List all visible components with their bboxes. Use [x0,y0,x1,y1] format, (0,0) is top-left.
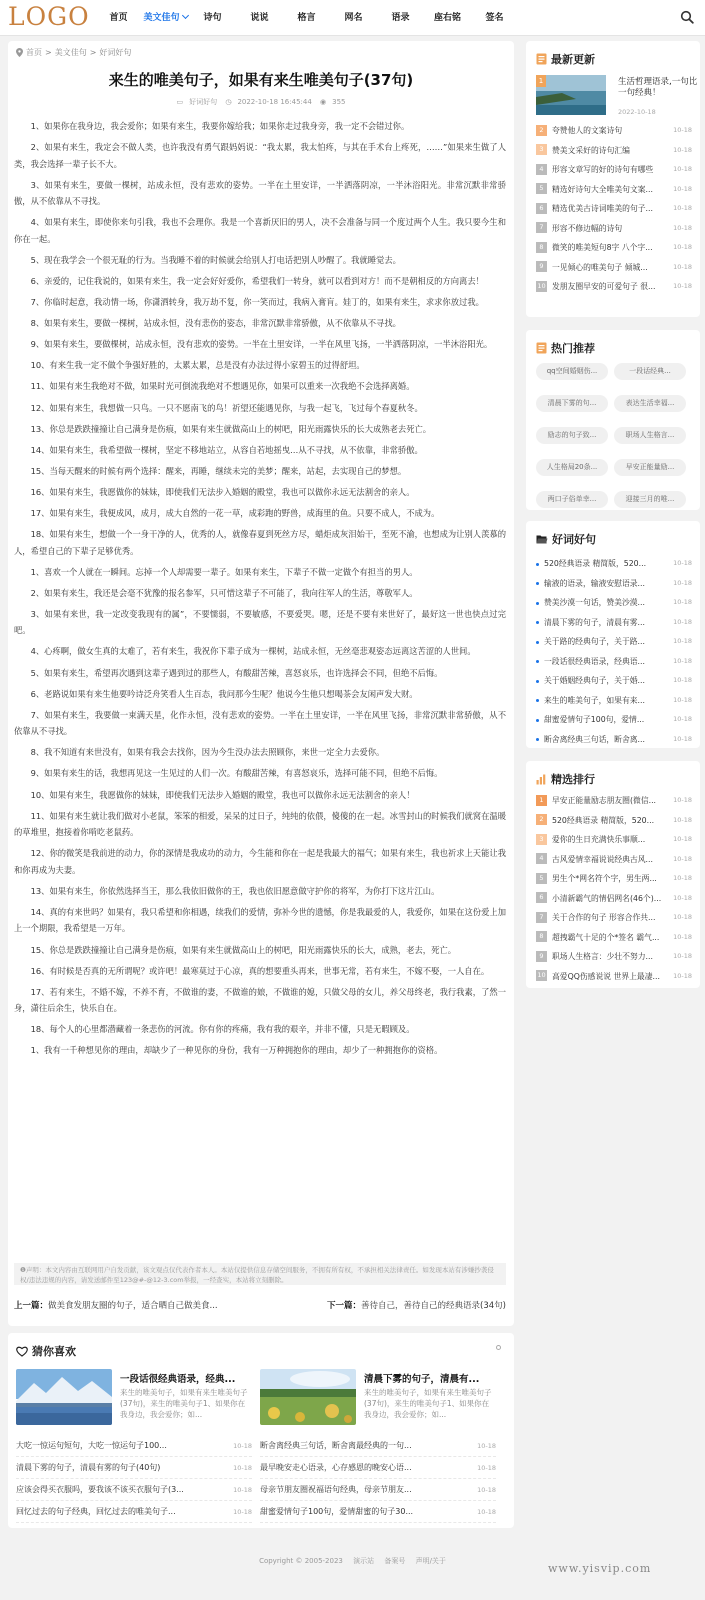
list-item-title[interactable]: 大吃一惊运句短句，大吃一惊运句子100... [16,1441,167,1450]
words-item-title[interactable]: 520经典语录 精简版，520... [544,559,647,569]
latest-item-title[interactable]: 精选好诗句大全唯美句文案... [552,184,653,194]
article-paragraph: 7、你临时起意，我动情一场，你潇洒转身，我万劫不复，你一笑而过，我病入膏肓。娃丁的，如果有来生，求求你放过我。 [30,297,484,308]
words-item[interactable] [536,710,692,730]
latest-item-title[interactable]: 形容文章写的好的诗句有哪些 [552,165,654,175]
list-item[interactable] [260,1479,496,1501]
guess-card[interactable] [260,1369,496,1425]
article-paragraph: 1、我有一千种想见你的理由，却缺少了一种见你的身份，我有一万种拥抱你的理由，却少了一种拥抱你的资格。 [30,1045,443,1056]
hot-tag[interactable]: 职场人生格言... [614,427,686,444]
list-item[interactable] [16,1501,252,1523]
nav-item-mottos[interactable]: 格言 [297,13,316,23]
guess-you-like-panel [8,1333,514,1528]
ranking-item-title[interactable]: 职场人生格言：少壮不努力... [552,952,653,962]
footer-link[interactable]: 声明/关于 [415,1557,446,1565]
words-item-date: 10-18 [673,695,692,704]
rank-badge: 10 [537,281,546,290]
nav-item-articles[interactable] [142,0,189,36]
article-paragraph: 12、你的微笑是我前进的动力，你的深情是我成功的动力，今生能和你在一起是我最大的福气；如果有来生，我也祈求上天能让我和你再成为夫妻。 [14,848,506,875]
rank-badge: 3 [536,144,547,155]
breadcrumb-sep: > [89,48,97,57]
article-paragraph: 11、如果有来生就让我们做对小老鼠，笨笨的相爱，呆呆的过日子，纯纯的依偎，傻傻的在一起。冰雪封山的时候我们就窝在温暖的草堆里，抱接着你啃吃老鼠药。 [14,810,506,838]
words-item-date: 10-18 [673,715,692,723]
article-paragraph: 2、如果有来生，我定会不做人类，也许我没有勇气跟妈妈说：“我太累，我太怕疼，与其在手术台上疼死，……”如果来生做了人类，我会选择一辈子长不大。 [14,142,506,169]
latest-top-title[interactable]: 生活哲理语录,一句比一句经典！ [618,77,698,98]
article-paragraph: 12、如果有来生，我想做一只鸟。一只不愿南飞的鸟！祈望还能遇见你，与我一起飞，飞过每个春夏秋冬。 [30,402,423,413]
list-item-title[interactable]: 甜蜜爱情句子100句，爱情甜蜜的句子30... [260,1507,414,1516]
list-item[interactable] [16,1479,252,1501]
article-paragraph: 17、若有来生，不婚不嫁，不养不育，不做谁的妻，不做谁的娘，不做谁的媳，只做父母的女儿，养父母终老，我行我素，了然一身，潇往后余生，快乐自在。 [14,986,506,1014]
breadcrumb [16,47,134,58]
bullet-dot-icon [536,660,539,663]
words-item[interactable] [536,632,692,652]
ranking-item[interactable] [536,947,692,967]
next-label: 下一篇： [327,1301,362,1311]
article-paragraph: 14、如果有来生，我希望做一棵树，坚定不移地站立，从容自若地摇曳…从不寻找，从不依靠，非常骄傲。 [30,444,423,455]
words-list [536,554,692,749]
guess-title [16,1343,76,1359]
latest-item[interactable] [536,219,692,239]
words-item[interactable] [536,691,692,711]
nav-item-nicknames[interactable]: 网名 [344,13,363,23]
words-item[interactable] [536,574,692,594]
bullet-dot-icon [536,719,539,722]
latest-item-title[interactable]: 赞美文采好的诗句汇编 [552,145,630,155]
rank-badge: 6 [536,203,547,214]
ranking-item[interactable] [536,928,692,948]
article-paragraph: 9、如果有来生的话，我想再见这一生见过的人们一次。有酸甜苦辣，有喜怒哀乐，选择可能不同，但绝不后悔。 [30,768,443,779]
ranking-item-date: 10-18 [673,952,692,960]
latest-item-title[interactable]: 夸赞他人的文案诗句 [552,126,623,136]
bar-chart-icon [536,774,547,785]
ranking-item[interactable] [536,889,692,909]
ranking-title [536,771,595,787]
article-panel [8,41,514,1326]
words-item[interactable] [536,554,692,574]
article-paragraph: 9、如果有来生，要做棵树，站成永恒，没有悲欢的姿势。一半在土里安详，一半在风里飞扬，一半洒落阴凉，一半沐浴阳光。 [30,339,493,350]
words-item-date: 10-18 [673,734,692,743]
article-paragraph: 14、真的有来世吗？如果有，我只希望和你相遇，续我们的爱情，弥补今世的遗憾，你是我最爱的人，我爱你，如果在这份爱上加上一个期限，我希望是一万年。 [14,906,506,934]
list-item-date: 10-18 [477,1464,496,1472]
words-item-date: 10-18 [673,676,692,684]
nav-item-home[interactable]: 首页 [109,13,128,23]
ranking-item-title[interactable]: 520经典语录 精简版，520... [552,815,655,825]
article-paragraph: 8、我不知道有来世没有，如果有我会去找你，因为今生没办法去照顾你，来世一定全力去爱你。 [30,747,385,758]
article-paragraph: 10、有来生我一定不做个争强好胜的，太累太累，总是没有办法过得小家碧玉的过得舒坦。 [30,360,365,371]
rank-badge: 2 [536,125,547,136]
rank-badge: 1 [536,75,546,87]
hot-title-text: 热门推荐 [551,342,595,355]
rank-badge: 5 [536,183,547,194]
nav-item-poems[interactable]: 诗句 [203,13,222,23]
latest-item-date: 10-18 [673,184,692,193]
article-paragraph: 6、亲爱的，记住我说的，如果有来生，我一定会好好爱你，希望我们一转身，就可以看到对方！而不是朝相反的方向离去！ [30,275,484,286]
article-paragraph: 4、心疼啊，做女生真的太难了，若有来生，我祝你下辈子成为一棵树，站成永恒，无丝毫悲观姿态远离这苦涩的人世间。 [30,646,476,657]
rank-badge: 8 [536,931,547,942]
ranking-panel [526,761,700,988]
latest-item-title[interactable]: 精选优美古诗词唯美的句子... [552,204,653,214]
list-item[interactable] [260,1501,496,1523]
list-item-title[interactable]: 母亲节朋友圈祝福语句经典，母亲节朋友... [260,1485,412,1494]
search-icon[interactable] [680,10,694,24]
latest-top-date: 2022-10-18 [618,108,656,116]
document-icon [536,53,547,65]
latest-item-date: 10-18 [673,262,692,271]
ranking-item-title[interactable]: 古风爱情幸福说说经典古风... [552,854,653,864]
article-meta [8,97,514,107]
folder-open-icon [536,534,548,544]
words-item-title[interactable]: 关于婚姻经典句子，关于婚... [544,676,645,686]
rank-badge: 9 [536,951,547,962]
list-item[interactable] [260,1435,496,1457]
next-article-link[interactable] [327,1299,506,1311]
bullet-dot-icon [536,602,539,605]
words-item-title[interactable]: 关于路的经典句子，关于路... [544,637,645,647]
bullet-dot-icon [536,641,539,644]
prev-title: 做美食发朋友圈的句子，适合晒自己做美食... [48,1301,218,1311]
rank-badge: 9 [536,261,547,272]
footer-link[interactable]: 演示站 [353,1557,375,1565]
article-paragraph: 5、如果有来生，希望再次遇到这辈子遇到过的那些人，有酸甜苦辣，喜怒哀乐，也许选择会不同，但绝不后悔。 [30,667,443,678]
latest-panel [526,41,700,317]
nav-item-maxims[interactable]: 座右铭 [433,13,461,23]
ranking-item[interactable] [536,811,692,831]
article-date: 2022-10-18 16:45:44 [237,98,312,106]
latest-item[interactable] [536,160,692,180]
words-panel [526,521,700,748]
latest-item[interactable] [536,141,692,161]
rank-badge: 8 [536,242,547,253]
latest-thumbnail-sea[interactable] [536,75,606,115]
hot-tag[interactable]: qq空间婚姻伤... [536,363,608,380]
nav-item-articles-label: 美文佳句 [143,13,180,23]
list-item-date: 10-18 [233,1486,252,1494]
ranking-item-title[interactable]: 小清新霸气的情侣网名(46个)... [552,893,662,903]
list-item-date: 10-18 [477,1508,496,1516]
latest-item[interactable] [536,258,692,278]
latest-item-title[interactable]: 形容不修边幅的诗句 [552,223,623,233]
article-paragraph: 11、如果有来生我绝对不做，如果时光可倒流我绝对不想遇见你，如果可以重来一次我绝不会选择离婚。 [30,381,415,392]
next-title: 善待自己，善待自己的经典语录(34句) [361,1301,506,1311]
footer-link[interactable]: 备案号 [384,1557,406,1565]
breadcrumb-home[interactable]: 首页 [26,48,42,57]
hot-tag[interactable]: 人生格局20条... [536,459,608,476]
main-nav [95,0,518,36]
article-paragraph: 15、你总是跌跌撞撞让自己满身是伤痕，如果有来生就做高山上的树吧，阳光雨露快乐的长大，成熟，老去，死亡。 [30,944,456,955]
location-pin-icon [16,48,23,57]
prev-label: 上一篇： [14,1301,49,1311]
words-item[interactable] [536,613,692,633]
hot-tags [536,363,696,523]
list-item-title[interactable]: 回忆过去的句子经典，回忆过去的唯美句子... [16,1507,176,1516]
ranking-item-date: 10-18 [673,913,692,921]
list-item-date: 10-18 [477,1486,496,1494]
latest-item-title[interactable]: 一见倾心的唯美句子 倾城... [552,262,648,272]
words-item-title[interactable]: 赞美沙漠一句话，赞美沙漠... [544,598,645,608]
ranking-item-date: 10-18 [673,893,692,902]
card-thumbnail-meadow[interactable] [260,1369,356,1425]
words-item-title[interactable]: 断舍离经典三句话，断舍离... [544,734,645,744]
words-item[interactable] [536,730,692,750]
guess-title-text: 猜你喜欢 [32,1345,76,1358]
article-title: 来生的唯美句子，如果有来生唯美句子(37句) [108,71,414,89]
document-icon [536,342,547,354]
list-item[interactable] [16,1435,252,1457]
copyright-notice: ❶声明：本文内容由互联网用户自发贡献，该文观点仅代表作者本人。本站仅提供信息存储空间服务，不拥有所有权，不承担相关法律责任。如发现本站有涉嫌抄袭侵权/违法违规的内容，请发送邮件至123@#-@12-3.com举报，一经查实，本站将立刻删除。 [14,1263,506,1285]
words-title [536,531,596,547]
breadcrumb-category[interactable]: 好词好句 [99,48,132,57]
bullet-dot-icon [536,582,539,585]
list-item[interactable] [260,1457,496,1479]
bullet-dot-icon [536,680,539,683]
article-paragraph: 5、现在我学会一个很无耻的行为。当我睡不着的时候就会给别人打电话把别人吵醒了。我就睡觉去。 [30,254,401,265]
hot-panel [526,330,700,510]
guess-card[interactable] [16,1369,252,1425]
guess-list-right [260,1435,496,1523]
words-item-title[interactable]: 一段话很经典语录，经典语... [544,656,645,666]
list-item[interactable] [16,1457,252,1479]
ranking-item-title[interactable]: 爱你的生日充满快乐事顺... [552,835,646,845]
card-desc: 来生的唯美句子，如果有来生唯美句子(37句)，来生的唯美句子1、如果你在我身边，我会爱你；如... [364,1388,492,1419]
latest-item[interactable] [536,121,692,141]
clock-icon: ◷ [225,98,232,106]
hot-tag[interactable]: 表达生活幸福... [614,395,686,412]
ranking-item-date: 10-18 [673,932,692,941]
latest-item-title[interactable]: 发朋友圈早安的可爱句子 很... [552,282,656,292]
ranking-item-date: 10-18 [673,854,692,863]
latest-item[interactable] [536,238,692,258]
words-item-title[interactable]: 输液的语录，输液安慰语录... [544,578,645,588]
latest-item-date: 10-18 [673,126,692,134]
hot-tag[interactable]: 一段话经典... [614,363,686,380]
list-item-date: 10-18 [233,1464,252,1472]
ranking-title-text: 精选排行 [551,773,595,786]
article-paragraph: 1、喜欢一个人就在一瞬间。忘掉一个人却需要一辈子。如果有来生，下辈子不做一定做个有担当的男人。 [30,566,418,577]
article-paragraph: 3、如果有来世，我一定改变我现有的属”，不要懦弱，不要敏感，不要爱哭。嗯，还是不要有来世好了，最好这一世也快点过完吧。 [14,608,506,636]
card-thumbnail-mountain-lake[interactable] [16,1369,112,1425]
list-item-title[interactable]: 最早晚安走心语录，心存感恩的晚安心语... [260,1463,412,1472]
bullet-dot-icon [536,563,539,566]
ranking-item-title[interactable]: 男生个*网名符个字，男生两... [552,874,657,884]
latest-item-date: 10-18 [673,145,692,154]
rank-badge: 5 [536,873,547,884]
hot-tag[interactable]: 励志的句子致... [536,427,608,444]
ranking-item-title[interactable]: 关于合作的句子 形容合作共... [552,913,656,923]
ranking-item[interactable] [536,791,692,811]
words-item[interactable] [536,593,692,613]
words-item-date: 10-18 [673,559,692,567]
eye-icon: ◉ [320,98,327,106]
ranking-item[interactable] [536,967,692,987]
latest-item[interactable] [536,180,692,200]
article-paragraph: 15、当每天醒来的时候有两个选择：醒来，再睡，继续未完的美梦；醒来，站起，去实现自己的梦想。 [30,465,407,476]
folder-icon: ▭ [176,98,184,106]
rank-badge: 1 [536,795,547,806]
article-paragraph: 18、如果有来生，想做一个一身干净的人，优秀的人，就像春夏到死丝方尽，蜡炬成灰泪始干，至死不渝，也想成为让别人羡慕的人，希望自己的下辈子足够优秀。 [14,529,506,556]
latest-title [536,51,595,67]
site-logo[interactable]: LOGO [8,2,90,31]
bullet-dot-icon [536,699,539,702]
words-item-title[interactable]: 甜蜜爱情句子100句，爱情... [544,715,645,725]
rank-badge: 4 [536,853,547,864]
copyright-text: Copyright © 2005-2023 [259,1557,343,1565]
ranking-item-date: 10-18 [673,874,692,882]
ranking-item[interactable] [536,830,692,850]
article-views: 355 [332,98,346,106]
site-header [0,0,705,36]
rank-badge: 10 [537,971,546,979]
ranking-item[interactable] [536,850,692,870]
list-item-title[interactable]: 应该会得买衣服吗，要我该不该买衣服句子(3... [16,1485,184,1494]
article-paragraph: 18、每个人的心里都潜藏着一条悲伤的河流。你有你的疼痛，我有我的艰辛，并非不懂，只是无暇顾及。 [30,1024,415,1035]
prev-article-link[interactable] [14,1299,218,1311]
chevron-down-icon [181,12,188,19]
article-paragraph: 10、如果有来生，我愿做你的妹妹，即使我们无法步入婚姻的殿堂，我也可以做你永远无法割舍的亲人！ [30,789,415,800]
rank-badge: 6 [536,892,547,903]
nav-item-moods[interactable]: 说说 [250,13,269,23]
words-title-text: 好词好句 [552,533,596,546]
rank-badge: 2 [536,814,547,825]
latest-item-date: 10-18 [673,243,692,251]
rank-badge: 7 [536,912,547,923]
ranking-item-date: 10-18 [673,835,692,843]
article-category[interactable]: 好词好句 [189,98,218,106]
nav-item-quotes[interactable]: 语录 [391,13,410,23]
ranking-item-title[interactable]: 早安正能量励志朋友圈(微信... [552,796,657,806]
list-item-title[interactable]: 清晨下雾的句子，清晨有雾的句子(40句) [16,1463,161,1472]
bullet-dot-icon [536,621,539,624]
ranking-item-title[interactable]: 超拽霸气十足的个*签名 霸气... [552,932,660,942]
nav-item-signatures[interactable]: 签名 [485,13,504,23]
words-item[interactable] [536,652,692,672]
words-item-date: 10-18 [673,578,692,587]
rank-badge: 3 [536,834,547,845]
article-paragraph: 13、如果有来生，你依然选择当王，那么我依旧做你的王，我也依旧愿意做守护你的将军，为你打下这片江山。 [30,885,440,896]
article-paragraph: 4、如果有来生，即使你来句引我，我也不会理你。我是一个喜新厌旧的男人，决不会准备与同一个度过两个人生。我只要今生和你在一起。 [14,217,506,244]
list-item-date: 10-18 [477,1442,496,1450]
ranking-item[interactable] [536,908,692,928]
words-item-title[interactable]: 清晨下雾的句子，清晨有雾... [544,617,645,627]
card-desc: 来生的唯美句子，如果有来生唯美句子(37句)，来生的唯美句子1、如果你在我身边，我会爱你；如... [120,1388,248,1419]
latest-item-date: 10-18 [673,282,692,290]
card-title[interactable]: 一段话很经典语录，经典... [120,1374,236,1385]
hot-tag[interactable]: 迎接三月的唯... [614,491,686,508]
guess-list-left [16,1435,252,1523]
ranking-item-date: 10-18 [673,815,692,824]
latest-list [536,121,692,297]
hot-title [536,340,595,356]
article-paragraph: 2、如果有来生，我还是会毫不犹豫的报名参军，只可惜这辈子不可能了，我向往军人的生活，尊敬军人。 [30,587,418,598]
list-item-title[interactable]: 断舍离经典三句话，断舍离最经典的一句... [260,1441,412,1450]
ranking-list [536,791,692,986]
ranking-item-date: 10-18 [673,971,692,980]
article-content [14,118,506,1063]
latest-item-title[interactable]: 微笑的唯美短句8字 八个字... [552,243,653,253]
latest-item-date: 10-18 [673,204,692,212]
ranking-item-date: 10-18 [673,796,692,804]
words-item-date: 10-18 [673,656,692,665]
words-item-date: 10-18 [673,617,692,626]
hot-tag[interactable]: 两口子俗单幸... [536,491,608,508]
article-paragraph: 1、如果你在我身边，我会爱你；如果有来生，我要你嫁给我；如果你走过我身旁，我一定不会错过你。 [30,121,410,131]
settings-dot-icon[interactable] [496,1345,501,1350]
ranking-item[interactable] [536,869,692,889]
list-item-date: 10-18 [233,1508,252,1516]
article-paragraph: 3、如果有来生，要做一棵树，站成永恒，没有悲欢的姿势。一半在土里安详，一半洒落阴凉，一半沐浴阳光。非常沉默非常骄傲，从不依靠从不寻找。 [14,179,506,207]
article-paragraph: 16、有时候是否真的无所谓呢？或许吧！最寒莫过于心凉，真的想要重头再来，世事无常，若有来生，不嫁不娶，一人自在。 [30,965,490,976]
list-item-date: 10-18 [233,1442,252,1450]
article-paragraph: 8、如果有来生，要做一棵树，站成永恒，没有悲伤的姿态，非常沉默非常骄傲，从不依靠从不寻找。 [30,318,401,329]
article-paragraph: 6、老路说如果有来生他要吟诗泛舟笑看人生百态，我问那今生呢？他说今生他只想喝茶会友闲声发大财。 [30,688,418,699]
ranking-item-title[interactable]: 高爱QQ伤感说说 世界上最凄... [552,971,660,981]
latest-top-item[interactable] [536,75,696,125]
latest-item-date: 10-18 [673,223,692,232]
card-title[interactable]: 清晨下雾的句子，清晨有... [364,1374,480,1385]
latest-item-date: 10-18 [673,165,692,173]
words-item-title[interactable]: 来生的唯美句子，如果有来... [544,695,645,705]
article-paragraph: 16、如果有来生，我愿做你的妹妹，即使我们无法步入婚姻的殿堂，我也可以做你永远无法割舍的亲人。 [30,486,415,497]
rank-badge: 4 [536,164,547,175]
rank-badge: 7 [536,222,547,233]
breadcrumb-articles[interactable]: 美文佳句 [54,48,87,57]
words-item[interactable] [536,671,692,691]
hot-tag[interactable]: 清晨下雾的句... [536,395,608,412]
watermark: www.yisvip.com [548,1562,652,1575]
latest-item[interactable] [536,277,692,297]
article-paragraph: 7、如果有来生，我要做一束满天星，化作永恒，没有悲欢的姿势。一半在土里安详，一半在风里飞扬，非常沉默非常骄傲，从不依靠从不寻找。 [14,709,506,737]
latest-item[interactable] [536,199,692,219]
bullet-dot-icon [536,738,539,741]
heart-icon [16,1346,28,1357]
breadcrumb-sep: > [45,48,52,57]
words-item-date: 10-18 [673,598,692,606]
latest-title-text: 最新更新 [551,53,595,66]
article-paragraph: 13、你总是跌跌撞撞让自己满身是伤痕，如果有来生就做高山上的树吧，阳光雨露快乐的长大成熟老去死亡。 [30,423,432,434]
article-paragraph: 17、如果有来生，我便成风，成月，成大自然的一花一草，成彩跑的野兽，成海里的鱼。只要不成人，不成为。 [30,508,440,518]
hot-tag[interactable]: 早安正能量励... [614,459,686,476]
words-item-date: 10-18 [673,637,692,645]
